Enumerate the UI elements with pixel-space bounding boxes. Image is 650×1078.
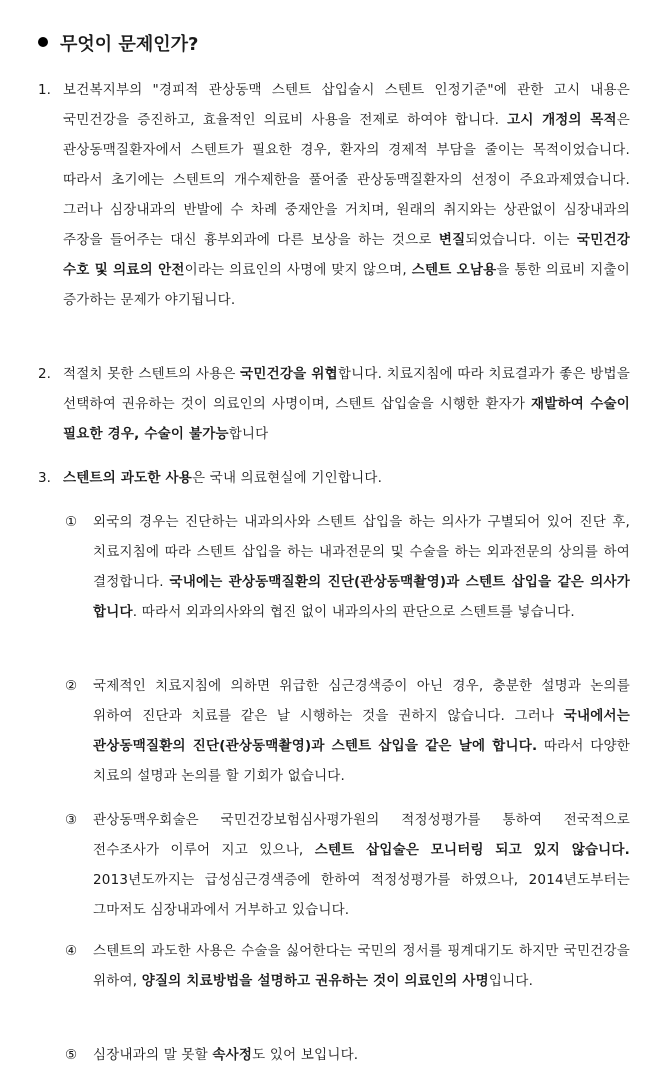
text-run: 은 국내 의료현실에 기인합니다. [191,470,383,486]
subparagraph [93,507,630,627]
text-run: 을 통한 의료비 지출이 증가하는 문제가 야기됩니다. [63,262,630,308]
text-run: 따라서 다양한 치료의 설명과 논의를 할 기회가 없습니다. [93,738,630,784]
subitem-number: ⑤ [65,1047,78,1063]
bold-text: 재발하여 수술이 필요한 경우, 수술이 불가능 [63,396,630,442]
bold-text: 양질의 치료방법을 설명하고 권유하는 것이 의료인의 사명 [141,973,489,989]
item-number: 1. [38,82,51,98]
subitem-number: ② [65,678,78,694]
text-run: 외국의 경우는 진단하는 내과의사와 스텐트 삽입을 하는 의사가 구별되어 있어 진단 후, 치료지침에 따라 스텐트 삽입을 하는 내과전문의 및 수술을 하는 외과전문의 상의를 하여 결정합니다. [93,514,630,590]
bullet-icon [38,37,48,47]
bold-text: 스텐트의 과도한 사용 [63,470,192,486]
text-run: 스텐트의 과도한 사용은 수술을 싫어한다는 국민의 정서를 핑계대기도 하지만 국민건강을 위하여, [93,943,630,989]
text-run: 관상동맥우회술은 국민건강보험심사평가원의 적정성평가를 통하여 전국적으로 전수조사가 이루어 지고 있으나, [93,812,630,858]
bold-text: 국내에는 관상동맥질환의 진단(관상동맥촬영)과 스텐트 삽입을 같은 의사가 합니다 [93,574,630,620]
bold-text: 변질 [438,232,466,248]
item-number: 2. [38,366,51,382]
bold-text: 스텐트 삽입술은 모니터링 되고 있지 않습니다. [314,842,630,858]
text-run: 2013년도까지는 급성심근경색증에 한하여 적정성평가를 하였으나, 2014년도부터는 그마저도 심장내과에서 거부하고 있습니다. [93,872,630,918]
text-run: 합니다. 치료지침에 따라 치료결과가 좋은 방법을 선택하여 권유하는 것이 의료인의 사명이며, 스텐트 삽입술을 시행한 환자가 [63,366,630,412]
text-run: 이라는 의료인의 사명에 맞지 않으며, [184,262,412,278]
item-number: 3. [38,470,51,486]
subparagraph [93,671,630,791]
bold-text: 속사정 [212,1047,253,1063]
bold-text: 고시 개정의 목적 [507,112,617,128]
section-heading [38,30,198,56]
subparagraph [93,805,630,925]
bold-text: 국민건강 수호 및 의료의 안전 [63,232,630,278]
paragraph [63,359,630,449]
text-run: 은 관상동맥질환자에서 스텐트가 필요한 경우, 환자의 경제적 부담을 줄이는 목적이었습니다. 따라서 초기에는 스텐트의 개수제한을 풀어줄 관상동맥질환자의 선정이 주요과제였습니다. 그러나 심장내과의 반발에 수 차례 중재안을 거치며, 원래의 취지와는 상관없이 심장내과의 주장을 들어주는 대신 흉부외과에 다른 보상을 하는 것으로 [63,112,630,248]
paragraph [63,463,630,493]
subparagraph [93,936,630,996]
text-run: 심장내과의 말 못할 [93,1047,213,1063]
text-run: 입니다. [488,973,534,989]
paragraph [63,75,630,315]
subparagraph [93,1040,630,1070]
text-run: 국제적인 치료지침에 의하면 위급한 심근경색증이 아닌 경우, 충분한 설명과 논의를 위하여 진단과 치료를 같은 날 시행하는 것을 권하지 않습니다. 그러나 [93,678,630,724]
text-run: 적절치 못한 스텐트의 사용은 [63,366,241,382]
bold-text: 스텐트 오남용 [411,262,497,278]
text-run: 되었습니다. 이는 [465,232,578,248]
subitem-number: ③ [65,812,78,828]
text-run: 합니다 [228,426,269,442]
text-run: . 따라서 외과의사와의 협진 없이 내과의사의 판단으로 스텐트를 넣습니다. [132,604,575,620]
text-run: 보건복지부의 "경피적 관상동맥 스텐트 삽입술시 스텐트 인정기준"에 관한 고시 내용은 국민건강을 증진하고, 효율적인 의료비 사용을 전제로 하여야 합니다. [63,82,630,128]
subitem-number: ④ [65,943,78,959]
subitem-number: ① [65,514,78,530]
text-run: 도 있어 보입니다. [252,1047,359,1063]
bold-text: 국민건강을 위협 [240,366,338,382]
section-title: 무엇이 문제인가? [60,34,199,55]
bold-text: 국내에서는 관상동맥질환의 진단(관상동맥촬영)과 스텐트 삽입을 같은 날에 합니다. [93,708,630,754]
